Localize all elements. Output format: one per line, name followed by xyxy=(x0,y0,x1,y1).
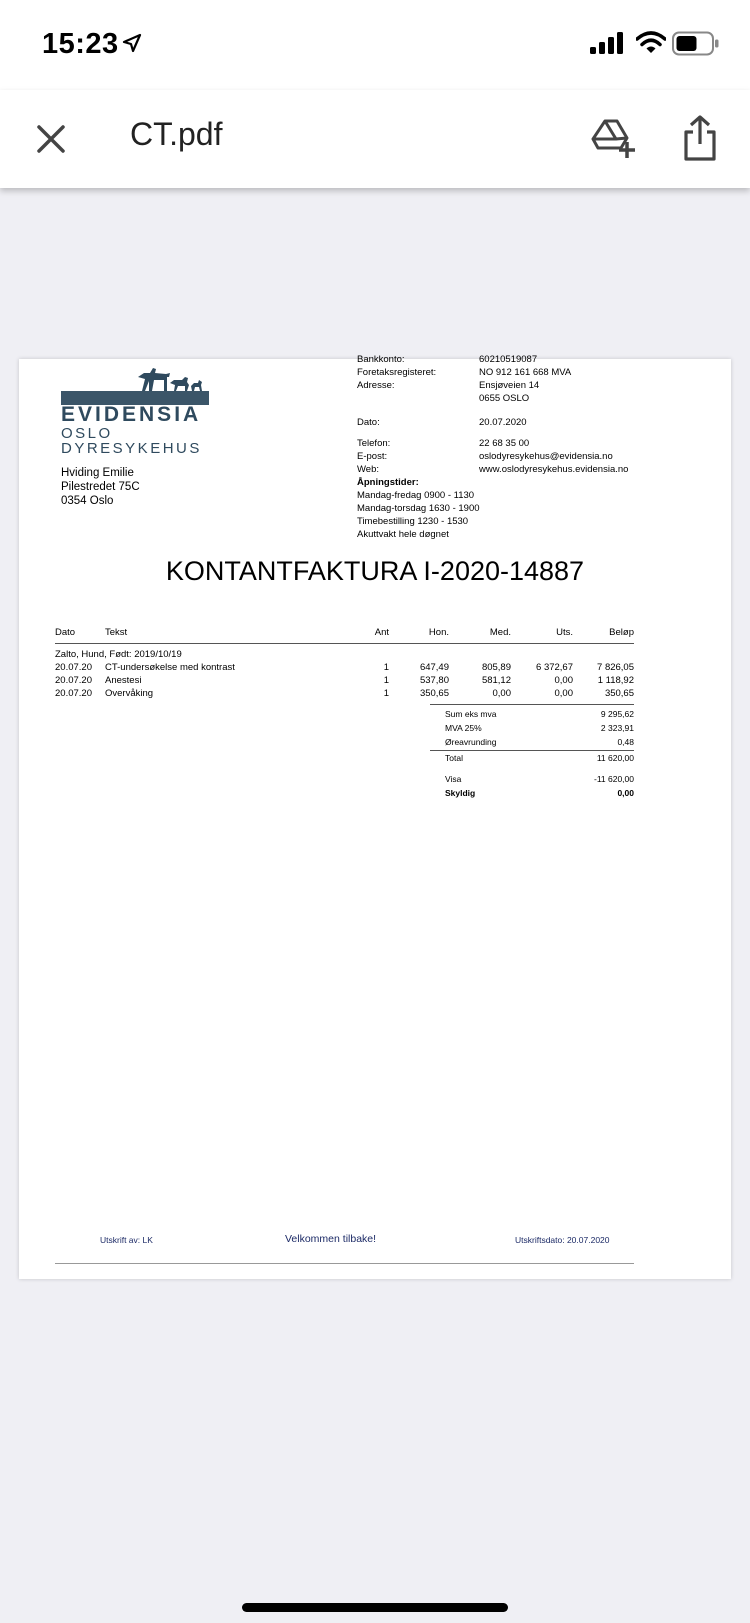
row-2-belop: 1 118,92 xyxy=(597,675,634,686)
skyldig-label: Skyldig xyxy=(445,788,476,798)
web-value: www.oslodyresykehus.evidensia.no xyxy=(479,464,629,475)
visa-label: Visa xyxy=(445,774,462,784)
footer-welcome: Velkommen tilbake! xyxy=(285,1233,377,1245)
mva-label: MVA 25% xyxy=(445,723,482,733)
row-3-ant: 1 xyxy=(383,688,389,699)
wifi-icon xyxy=(636,31,666,55)
date-value: 20.07.2020 xyxy=(479,417,527,428)
home-indicator[interactable] xyxy=(242,1603,508,1612)
share-icon xyxy=(680,114,720,162)
col-header-belop: Beløp xyxy=(609,627,634,638)
logo-subtitle xyxy=(61,426,202,456)
share-button[interactable] xyxy=(680,114,720,162)
customer-city: 0354 Oslo xyxy=(61,495,114,507)
add-to-drive-icon xyxy=(590,116,636,160)
close-icon xyxy=(30,118,72,160)
mva-value: 2 323,91 xyxy=(600,723,634,733)
status-bar xyxy=(0,0,750,90)
web-label: Web: xyxy=(357,464,380,475)
phone-value: 22 68 35 00 xyxy=(479,438,530,449)
pdf-page[interactable] xyxy=(19,354,731,1279)
row-2-tekst: Anestesi xyxy=(105,675,142,686)
cellular-signal-icon xyxy=(590,32,626,54)
hours-title: Åpningstider: xyxy=(357,477,419,488)
register-value: NO 912 161 668 MVA xyxy=(479,367,572,378)
row-2-med: 581,12 xyxy=(481,675,511,686)
pdf-viewer-toolbar xyxy=(0,90,750,188)
row-3-belop: 350,65 xyxy=(604,688,634,699)
summary-divider-top xyxy=(430,704,634,705)
row-2-dato: 20.07.20 xyxy=(55,675,92,686)
email-value: oslodyresykehus@evidensia.no xyxy=(479,451,613,462)
customer-street: Pilestredet 75C xyxy=(61,481,140,493)
footer-printed-by: Utskrift av: LK xyxy=(100,1235,153,1245)
row-3-hon: 350,65 xyxy=(419,688,449,699)
bank-label: Bankkonto: xyxy=(357,354,405,365)
info-labels-block xyxy=(357,353,436,392)
footer-divider xyxy=(55,1263,634,1264)
rounding-label: Øreavrunding xyxy=(445,737,497,747)
logo-sub-line1: OSLO xyxy=(61,425,113,442)
date-label: Dato: xyxy=(357,417,380,428)
row-1-tekst: CT-undersøkelse med kontrast xyxy=(105,662,235,673)
row-1-med: 805,89 xyxy=(481,662,511,673)
row-1-ant: 1 xyxy=(383,662,389,673)
rounding-value: 0,48 xyxy=(617,737,634,747)
document-title: CT.pdf xyxy=(130,116,223,152)
status-time: 15:23 xyxy=(42,28,119,60)
col-header-ant: Ant xyxy=(374,627,389,638)
add-to-drive-button[interactable] xyxy=(590,116,636,160)
row-2-ant: 1 xyxy=(383,675,389,686)
row-1-belop: 7 826,05 xyxy=(597,662,634,673)
address-label: Adresse: xyxy=(357,380,395,391)
row-1-uts: 6 372,67 xyxy=(536,662,573,673)
phone-label: Telefon: xyxy=(357,438,391,449)
invoice-title: KONTANTFAKTURA I-2020-14887 xyxy=(165,556,585,586)
register-label: Foretaksregisteret: xyxy=(357,367,437,378)
patient-line: Zalto, Hund, Født: 2019/10/19 xyxy=(55,649,182,660)
row-3-tekst: Overvåking xyxy=(105,688,154,699)
hours-booking: Timebestilling 1230 - 1530 xyxy=(357,516,469,527)
col-header-hon: Hon. xyxy=(428,627,449,638)
row-3-dato: 20.07.20 xyxy=(55,688,92,699)
info-values-block xyxy=(479,353,571,405)
animals-logo-icon xyxy=(136,365,206,391)
col-header-tekst: Tekst xyxy=(105,627,128,638)
battery-icon xyxy=(672,31,720,57)
col-header-dato: Dato xyxy=(55,627,76,638)
logo-name: EVIDENSIA xyxy=(61,403,202,426)
row-3-med: 0,00 xyxy=(492,688,511,699)
sum-value: 9 295,62 xyxy=(600,709,634,719)
hours-evening: Mandag-torsdag 1630 - 1900 xyxy=(357,503,480,514)
visa-value: -11 620,00 xyxy=(593,774,634,784)
address-postal-value: 0655 OSLO xyxy=(479,393,530,404)
footer-print-date: Utskriftsdato: 20.07.2020 xyxy=(515,1235,610,1245)
sum-label: Sum eks mva xyxy=(445,709,497,719)
row-1-dato: 20.07.20 xyxy=(55,662,92,673)
bank-value: 60210519087 xyxy=(479,354,538,365)
skyldig-value: 0,00 xyxy=(617,788,634,798)
hours-emergency: Akuttvakt hele døgnet xyxy=(357,529,449,540)
email-label: E-post: xyxy=(357,451,388,462)
location-arrow-icon xyxy=(122,33,142,53)
hours-weekday: Mandag-fredag 0900 - 1130 xyxy=(357,490,475,501)
address-value: Ensjøveien 14 xyxy=(479,380,540,391)
row-3-uts: 0,00 xyxy=(554,688,573,699)
customer-address xyxy=(61,466,140,508)
header-divider xyxy=(55,643,634,644)
col-header-uts: Uts. xyxy=(556,627,573,638)
logo-sub-line2: DYRESYKEHUS xyxy=(61,440,202,457)
total-value: 11 620,00 xyxy=(596,753,634,763)
close-button[interactable] xyxy=(30,118,72,160)
total-label: Total xyxy=(445,753,463,763)
row-1-hon: 647,49 xyxy=(419,662,449,673)
contact-values xyxy=(479,437,628,476)
summary-divider-total xyxy=(430,750,634,751)
contact-labels xyxy=(357,437,480,541)
col-header-med: Med. xyxy=(489,627,511,638)
row-2-hon: 537,80 xyxy=(419,675,449,686)
row-2-uts: 0,00 xyxy=(554,675,573,686)
customer-name: Hviding Emilie xyxy=(61,467,134,479)
